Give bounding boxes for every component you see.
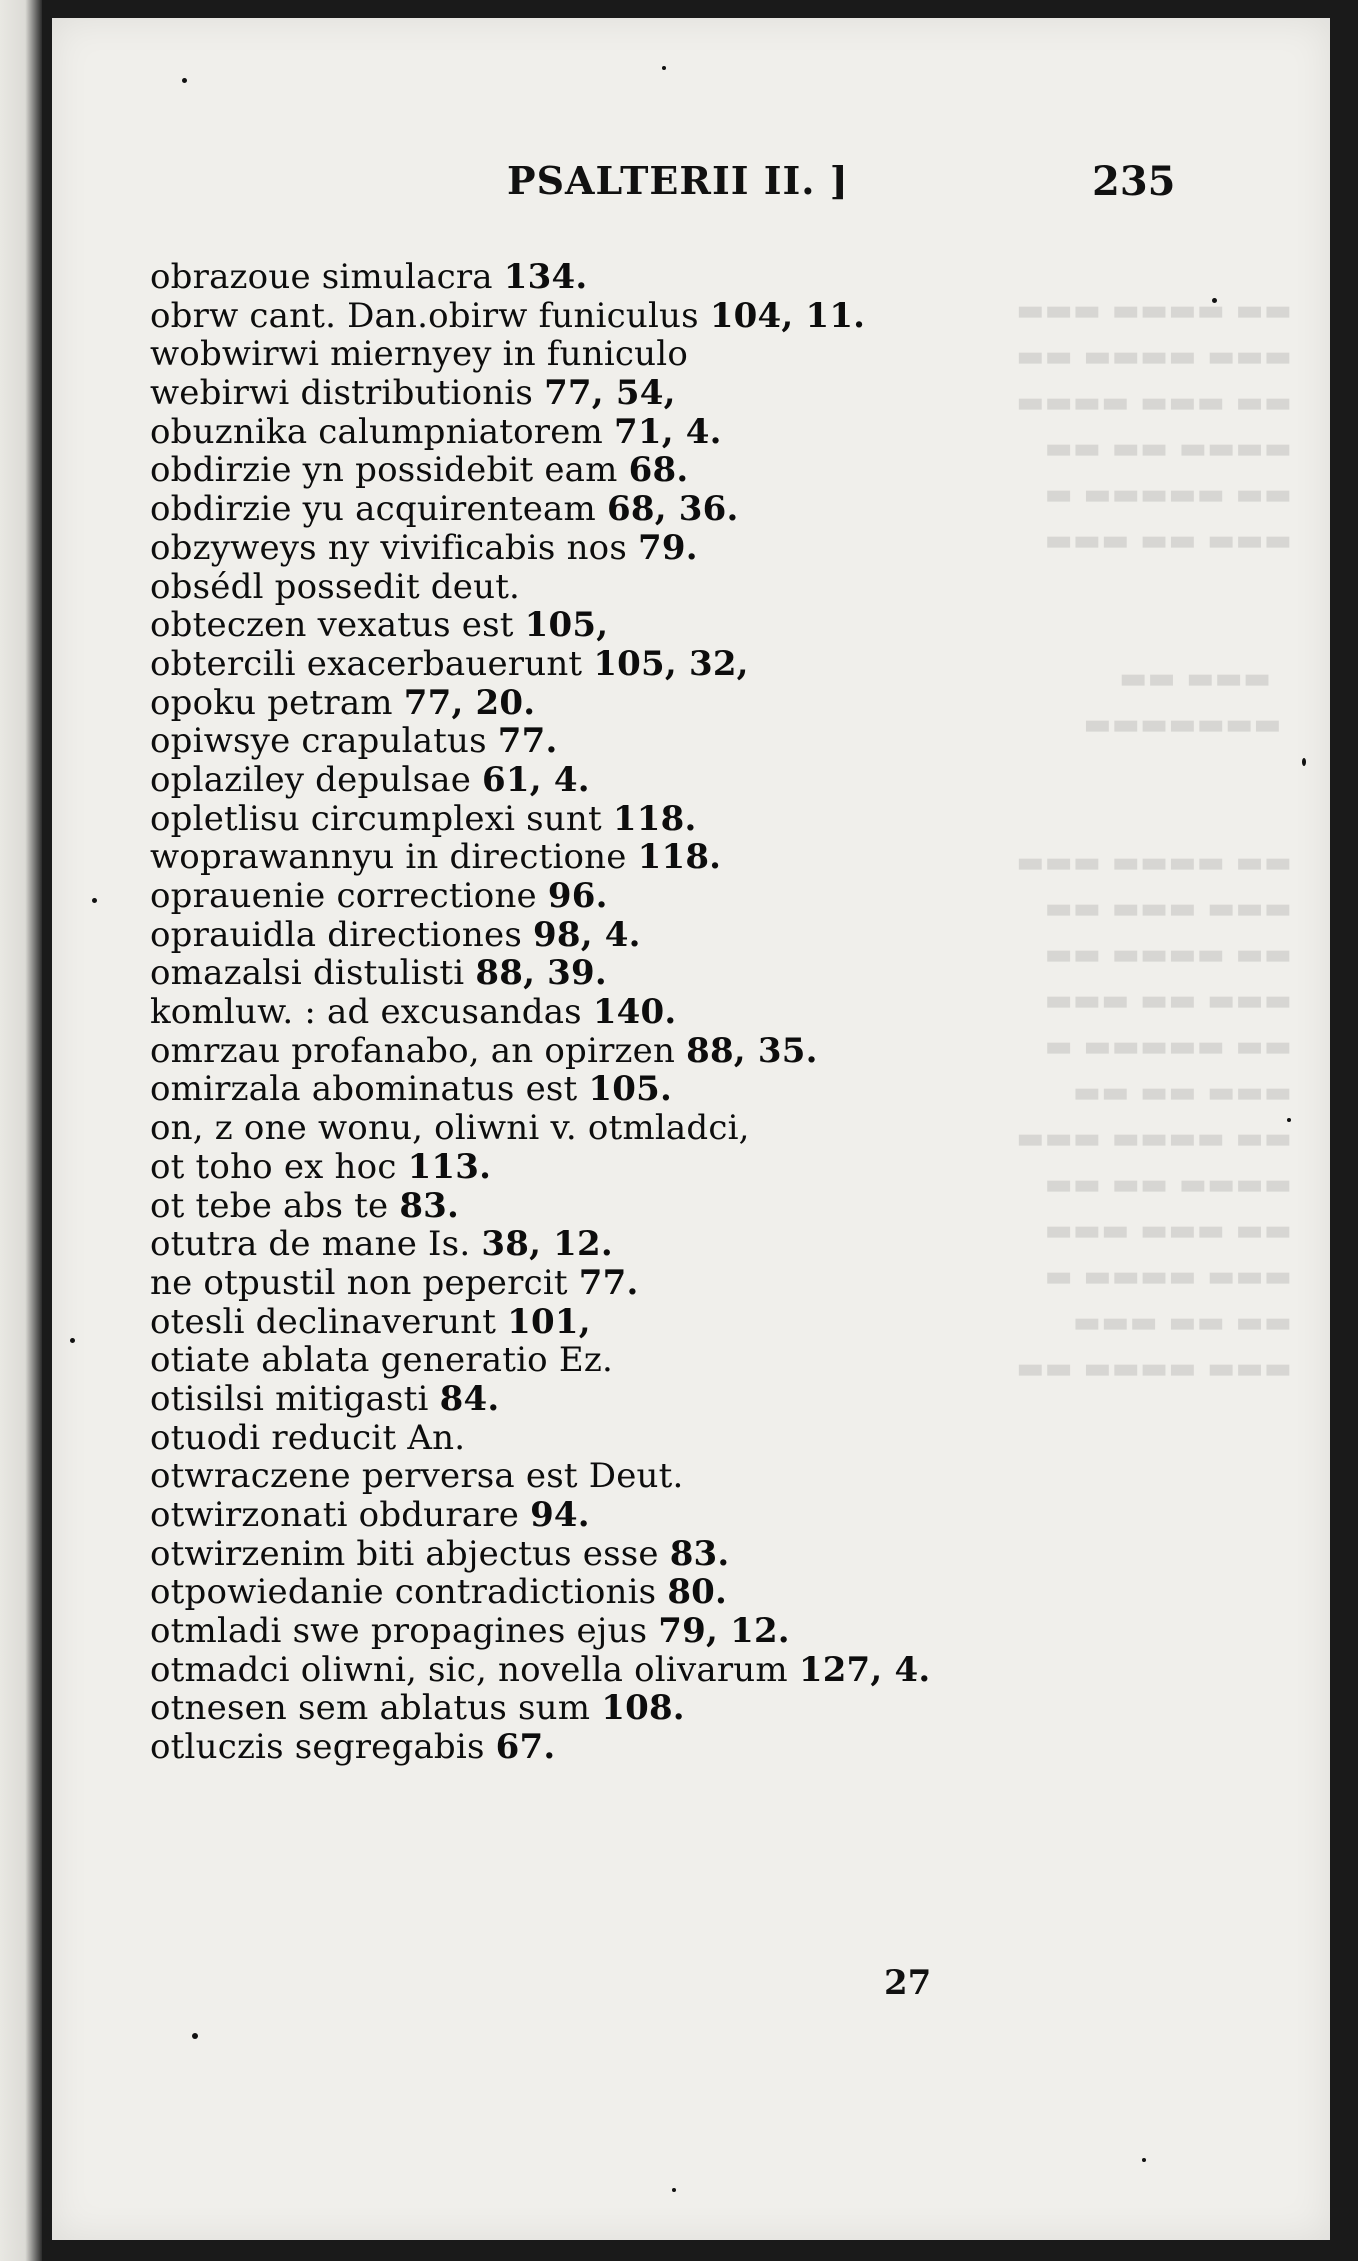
entry-reference: 77, 20. [403,682,536,723]
entry-text: on, z one wonu, oliwni v. otmladci, [150,1108,750,1149]
entry-text: ot toho ex hoc [150,1146,408,1187]
entry-text: opoku petram [150,682,404,723]
glossary-entry [150,1264,1200,1303]
glossary-entry [150,1380,1200,1419]
entry-text: otnesen sem ablatus sum [150,1688,602,1729]
entry-text: woprawannyu in directione [150,837,638,878]
entry-text: otutra de mane Is. [150,1224,482,1265]
entry-reference: 105, 32, [593,643,749,684]
entry-text: obdirzie yu acquirenteam [150,489,607,530]
adjacent-page-edge [0,0,42,2261]
show-through-text: ▬▬ ▬▬▬▬ ▬▬▬ ▬▬▬ ▬▬▬▬ ▬▬ ▬▬ ▬▬▬ ▬▬▬▬ ▬▬▬▬ ▬▬ ▬▬ ▬▬ ▬▬▬▬▬ ▬ ▬▬▬ ▬▬ ▬▬▬ ▬▬▬ ▬▬ ▬▬▬▬▬▬▬ ▬▬ ▬▬▬▬ ▬▬▬ ▬▬▬ ▬▬▬ ▬▬ ▬▬ ▬▬▬▬ ▬▬ ▬▬▬ ▬▬ ▬▬▬ ▬▬ ▬▬▬▬▬ ▬ ▬▬▬ ▬▬ ▬▬ ▬▬ ▬▬▬▬ ▬▬▬ ▬▬▬▬ ▬▬ ▬▬ ▬▬ ▬▬▬ ▬▬▬ ▬▬▬ ▬▬▬▬ ▬ ▬▬ ▬▬ ▬▬▬ ▬▬▬ ▬▬▬▬ ▬▬ [1016,293,1292,1386]
entry-reference: 98, 4. [532,914,641,955]
glossary-entry [150,1573,1200,1612]
glossary-entry [150,606,1200,645]
glossary-entry [150,258,1200,297]
entry-text: obzyweys ny vivificabis nos [150,527,639,568]
entry-text: omazalsi distulisti [150,953,476,994]
entry-reference: 105, [524,605,609,646]
glossary-entry [150,1148,1200,1187]
glossary-entries [150,258,1200,1767]
entry-text: oprauenie correctione [150,876,548,916]
entry-reference: 77, 54, [544,373,676,414]
entry-text: ot tebe abs te [150,1185,400,1226]
entry-reference: 77. [578,1262,639,1303]
entry-text: opiwsye crapulatus [150,721,498,762]
entry-reference: 94. [530,1495,590,1535]
glossary-entry [150,1070,1200,1109]
entry-text: otuodi reducit An. [150,1417,466,1458]
entry-text: otiate ablata generatio Ez. [150,1340,613,1381]
entry-text: oplaziley depulsae [150,759,483,800]
entry-reference: 79, 12. [658,1611,790,1652]
signature-mark: 27 [884,1963,932,2003]
entry-text: otesli declinaverunt [150,1301,508,1342]
glossary-entry [150,684,1200,723]
entry-text: obrw cant. Dan.obirw funiculus [150,295,710,336]
speck [672,2188,676,2192]
glossary-entry [150,993,1200,1032]
entry-reference: 104, 11. [709,295,866,336]
entry-reference: 67. [495,1727,556,1768]
glossary-entry [150,1651,1200,1690]
entry-reference: 134. [503,257,588,297]
entry-text: obuznika calumpniatorem [150,411,614,452]
entry-reference: 108. [601,1688,685,1729]
entry-text: obdirzie yn possidebit eam [150,450,629,491]
glossary-entry [150,1457,1200,1496]
entry-text: opletlisu circumplexi sunt [150,798,613,839]
glossary-entry [150,529,1200,568]
speck [662,66,666,70]
glossary-entry [150,916,1200,955]
entry-reference: 118. [637,837,722,878]
entry-reference: 84. [439,1378,500,1419]
page-header [52,158,1330,218]
entry-reference: 68. [628,450,689,491]
glossary-entry [150,1419,1200,1458]
entry-reference: 61, 4. [482,759,590,800]
running-head: PSALTERII II. ] [507,158,849,203]
entry-text: komluw. : ad excusandas [150,992,593,1033]
glossary-entry [150,838,1200,877]
glossary-entry [150,722,1200,761]
speck [1287,1118,1291,1122]
entry-text: obtercili exacerbauerunt [150,643,594,684]
glossary-entry [150,1032,1200,1071]
speck [1302,758,1306,766]
glossary-entry [150,1341,1200,1380]
entry-text: otmadci oliwni, sic, novella olivarum [150,1649,799,1690]
entry-text: wobwirwi miernyey in funiculo [150,334,688,375]
entry-reference: 83. [399,1185,460,1226]
glossary-entry [150,413,1200,452]
glossary-entry [150,490,1200,529]
entry-text: otpowiedanie contradictionis [150,1572,668,1613]
entry-text: webirwi distributionis [150,373,545,414]
entry-text: otwirzenim biti abjectus esse [150,1533,670,1574]
glossary-entry [150,1535,1200,1574]
glossary-entry [150,1612,1200,1651]
glossary-entry [150,1303,1200,1342]
glossary-entry [150,451,1200,490]
entry-text: otluczis segregabis [150,1727,496,1768]
entry-text: obrazoue simulacra [150,257,504,297]
glossary-entry [150,1225,1200,1264]
entry-text: otwirzonati obdurare [150,1495,531,1535]
entry-reference: 88, 35. [686,1030,818,1071]
glossary-entry [150,374,1200,413]
speck [70,1338,75,1343]
glossary-entry [150,1689,1200,1728]
book-page [52,18,1330,2240]
speck [182,78,187,83]
glossary-entry [150,761,1200,800]
entry-reference: 38, 12. [481,1224,613,1265]
glossary-entry [150,568,1200,607]
glossary-entry [150,877,1200,916]
entry-reference: 113. [407,1146,492,1187]
entry-reference: 80. [667,1572,728,1613]
glossary-entry [150,1728,1200,1767]
entry-reference: 71, 4. [613,411,722,452]
glossary-entry [150,1109,1200,1148]
entry-reference: 105. [588,1069,673,1110]
entry-reference: 118. [612,798,697,839]
entry-reference: 77. [497,721,558,762]
glossary-entry [150,800,1200,839]
entry-text: omrzau profanabo, an opirzen [150,1030,687,1071]
entry-reference: 79. [638,527,698,568]
entry-text: otisilsi mitigasti [150,1378,440,1419]
entry-reference: 83. [669,1533,730,1574]
entry-reference: 127, 4. [798,1649,931,1690]
entry-text: oprauidla directiones [150,914,533,955]
entry-reference: 101, [507,1301,591,1342]
entry-text: omirzala abominatus est [150,1069,589,1110]
page-number: 235 [1092,158,1176,205]
entry-reference: 68, 36. [606,489,739,530]
glossary-entry [150,1496,1200,1535]
entry-text: obteczen vexatus est [150,605,525,646]
entry-reference: 88, 39. [475,953,607,994]
entry-text: otmladi swe propagines ejus [150,1611,659,1652]
entry-text: otwraczene perversa est Deut. [150,1456,684,1497]
entry-reference: 140. [592,992,677,1033]
glossary-entry [150,335,1200,374]
speck [1212,298,1217,303]
glossary-entry [150,645,1200,684]
speck [192,2033,198,2039]
entry-text: obsédl possedit deut. [150,566,521,607]
speck [1142,2158,1146,2162]
speck [92,898,97,903]
entry-reference: 96. [547,876,608,916]
glossary-entry [150,297,1200,336]
glossary-entry [150,954,1200,993]
glossary-entry [150,1187,1200,1226]
entry-text: ne otpustil non pepercit [150,1262,579,1303]
